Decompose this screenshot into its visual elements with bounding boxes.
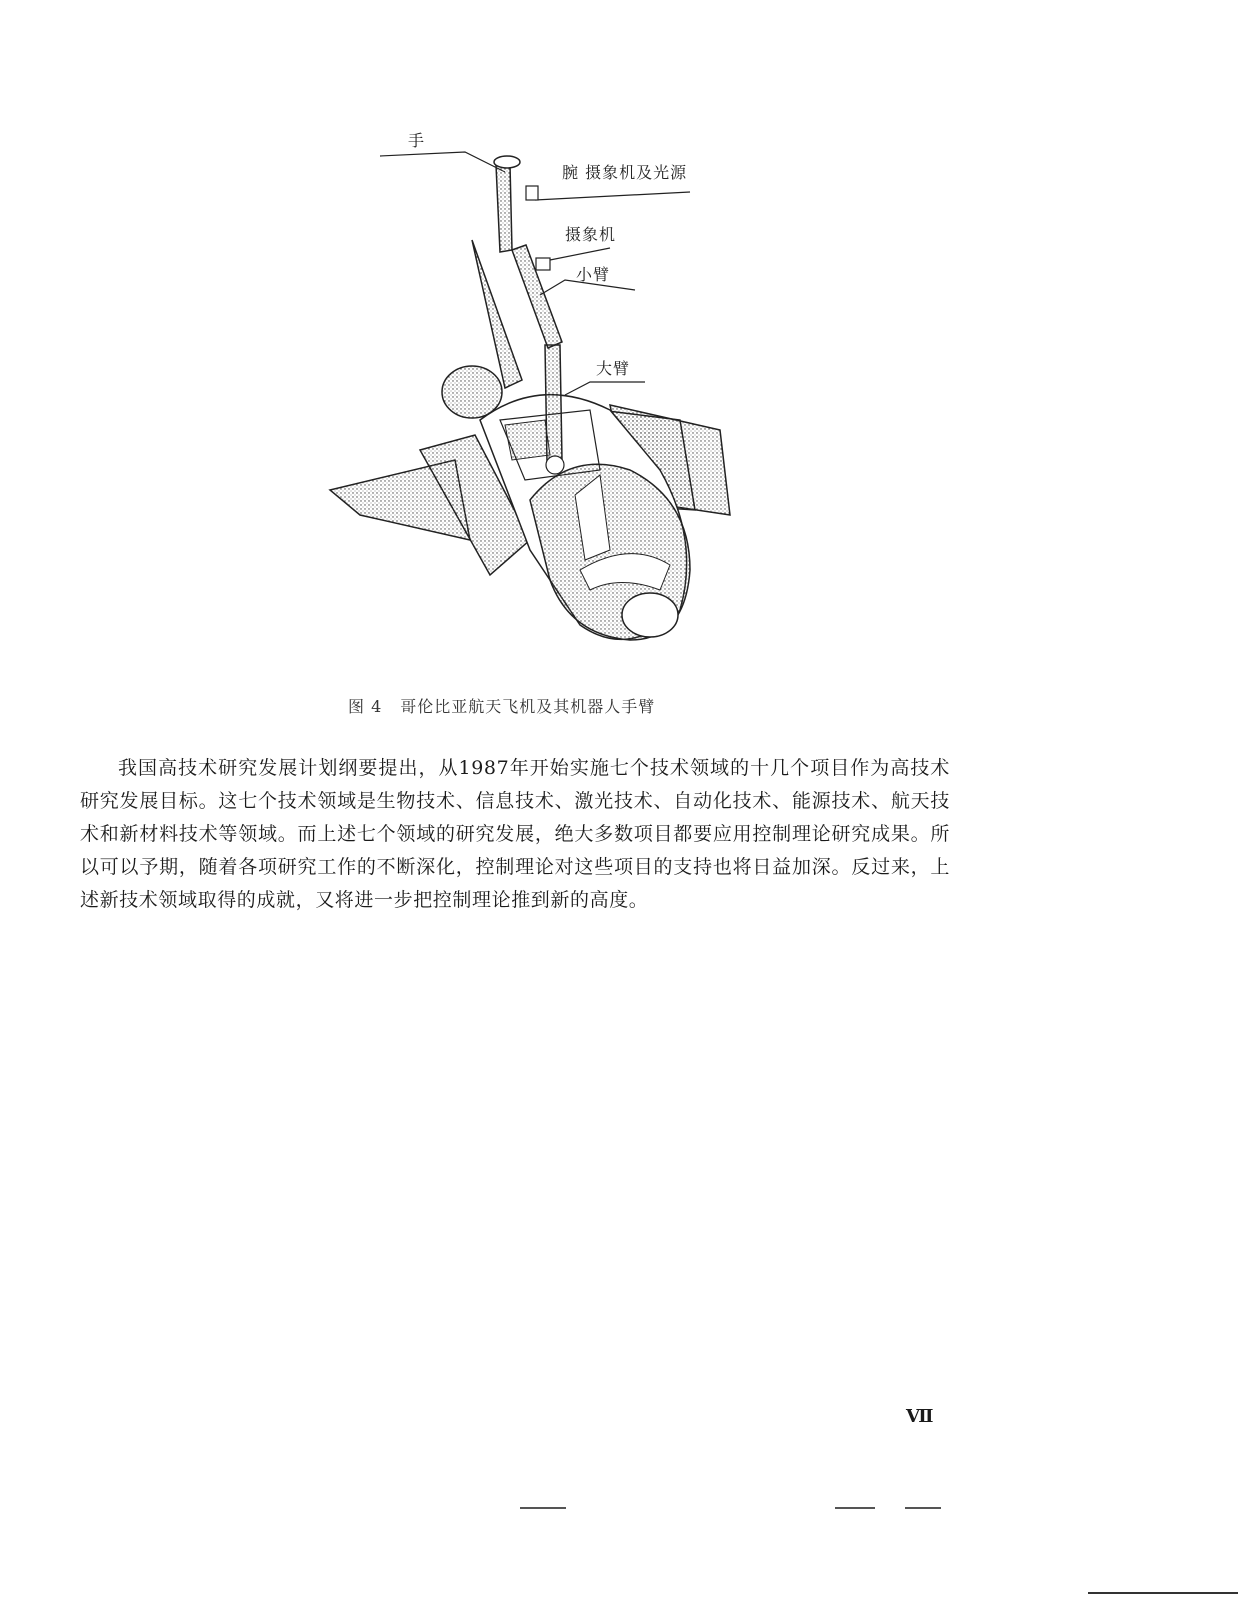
label-forearm: 小臂 (576, 265, 611, 284)
label-camera: 摄象机 (565, 225, 617, 244)
body-paragraph: 我国高技术研究发展计划纲要提出，从1987年开始实施七个技术领域的十几个项目作为高技术研究发展目标。这七个技术领域是生物技术、信息技术、激光技术、自动化技术、能源技术、航天技术和新材料技术等领域。而上述七个领域的研究发展，绝大多数项目都要应用控制理论研究成果。所以可以予期，随着各项研究工作的不断深化，控制理论对这些项目的支持也将日益加深。反过来，上述新技术领域取得的成就，又将进一步把控制理论推到新的高度。 (80, 757, 950, 911)
scan-mark (1088, 1592, 1238, 1594)
shuttle-illustration (300, 120, 780, 680)
label-hand: 手 (408, 131, 426, 150)
figure-number: 图 4 (348, 697, 383, 716)
label-upper-arm: 大臂 (596, 359, 631, 378)
scan-mark (520, 1507, 566, 1509)
label-wrist-camera: 腕 摄象机及光源 (562, 163, 688, 182)
figure-caption-text: 哥伦比亚航天飞机及其机器人手臂 (400, 697, 656, 716)
page-number: Ⅶ (906, 1406, 934, 1427)
figure-caption (348, 694, 655, 717)
space-shuttle-figure (300, 120, 780, 680)
scan-mark (835, 1507, 875, 1509)
scan-mark (905, 1507, 941, 1509)
